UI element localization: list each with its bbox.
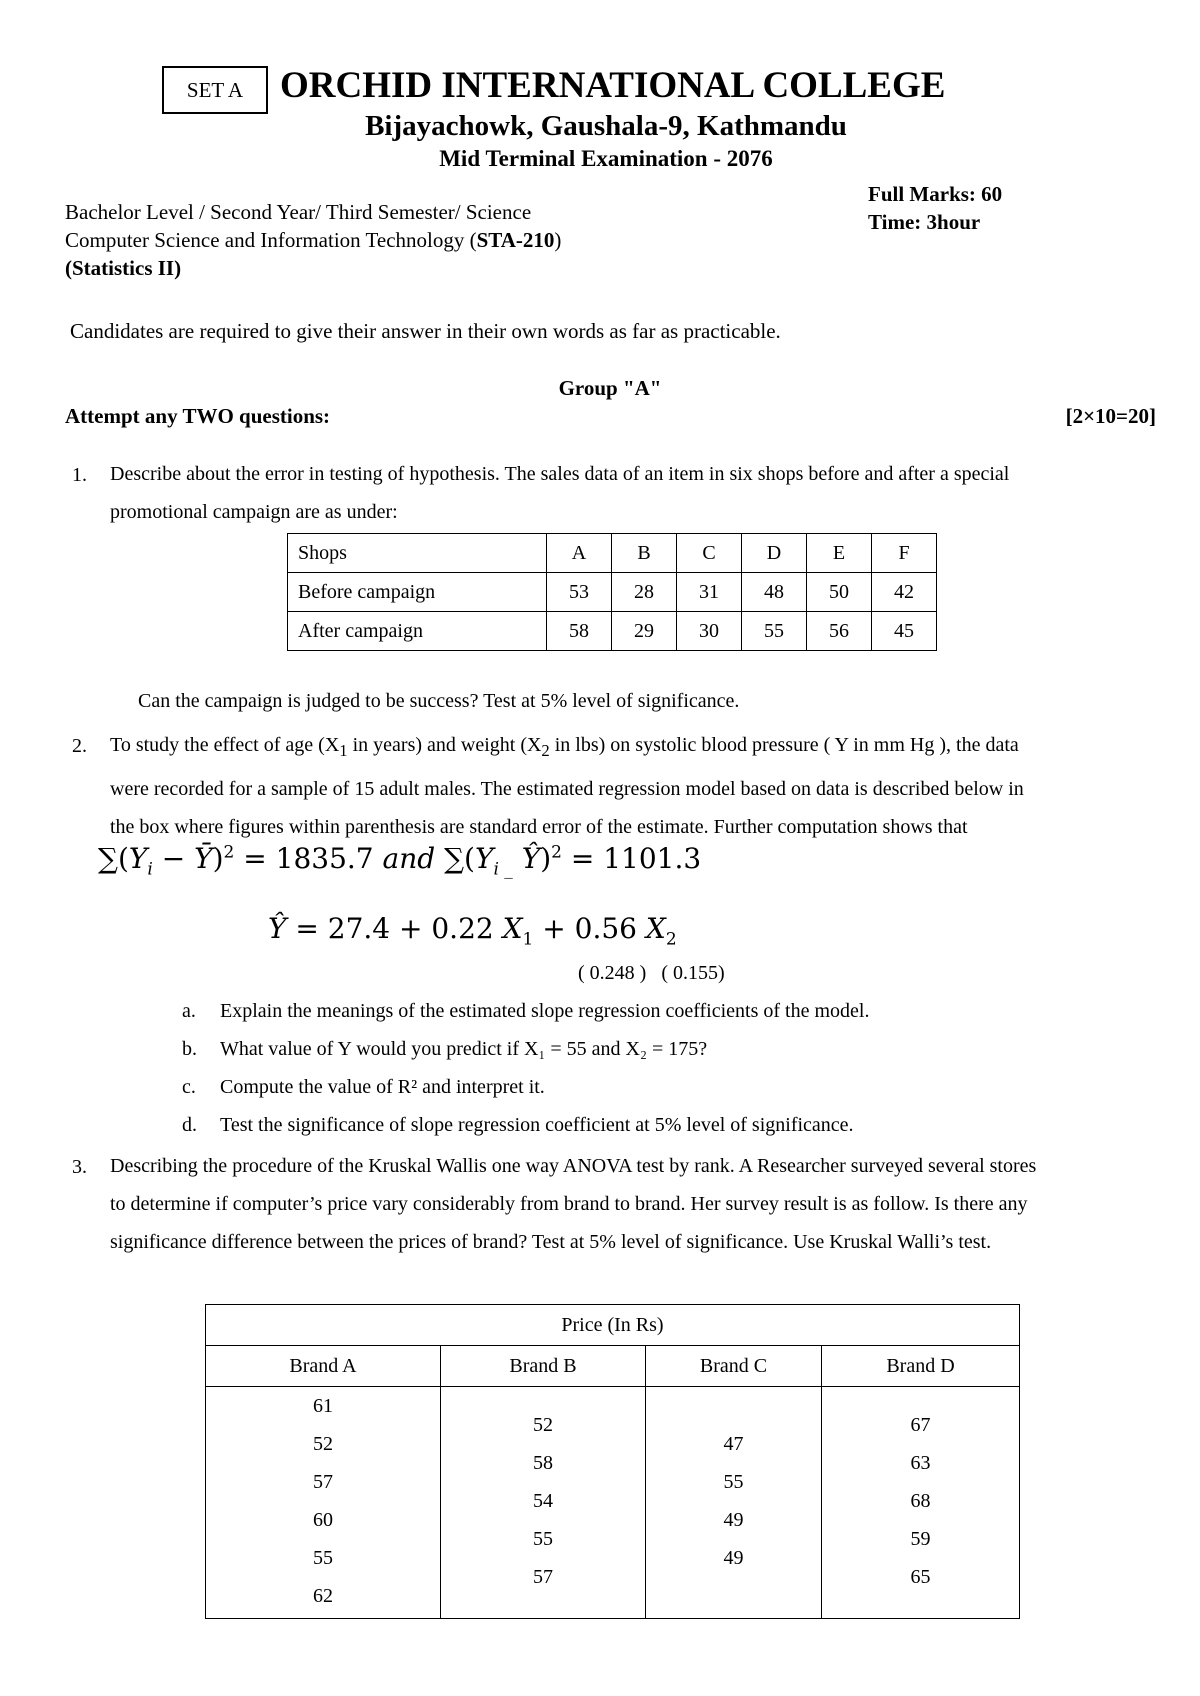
shop-label: E (807, 534, 872, 573)
q2-text (110, 726, 1157, 846)
price-value: 57 (533, 1566, 553, 1588)
q3-line-3: significance difference between the prices of brand? Test at 5% level of significance. Use Kruskal Walli’s test. (110, 1231, 992, 1253)
before-value: 28 (612, 573, 677, 612)
before-value: 42 (872, 573, 937, 612)
table-row (288, 573, 937, 612)
group-marks: [2×10=20] (1065, 404, 1156, 428)
q1-question: Can the campaign is judged to be success? Test at 5% level of significance. (138, 690, 740, 712)
before-value: 48 (742, 573, 807, 612)
row-label: Shops (288, 534, 547, 573)
brand-header: Brand B (441, 1346, 646, 1387)
q1-sales-table (287, 533, 937, 651)
price-value: 62 (313, 1585, 333, 1607)
shop-label: A (547, 534, 612, 573)
price-value: 49 (723, 1509, 744, 1531)
shop-label: D (742, 534, 807, 573)
q1-line-2: promotional campaign are as under: (110, 501, 398, 523)
table-row (206, 1387, 1020, 1619)
full-marks: Full Marks: 60 (868, 182, 1003, 206)
sub-question-text: What value of Y would you predict if X₁ = 55 and X₂ = 175? (220, 1038, 708, 1060)
subject-title: (Statistics II) (65, 256, 182, 280)
after-value: 29 (612, 612, 677, 651)
q1-number: 1. (72, 464, 87, 486)
table-row (288, 612, 937, 651)
price-value: 54 (533, 1490, 553, 1512)
after-value: 45 (872, 612, 937, 651)
table-row (206, 1346, 1020, 1387)
table-row (206, 1305, 1020, 1346)
q3-number: 3. (72, 1156, 87, 1178)
regression-model-equation: Ŷ = 27.4 + 0.22 $X_1 + 0.56$ $X_2$ (268, 912, 677, 950)
price-value: 65 (910, 1566, 931, 1588)
before-value: 50 (807, 573, 872, 612)
price-value: 52 (533, 1414, 553, 1436)
course-code: STA-210 (476, 228, 555, 252)
program-line: Computer Science and Information Technology (STA-210) (65, 228, 562, 252)
price-value: 49 (723, 1547, 744, 1569)
time-allowed: Time: 3hour (868, 210, 981, 234)
sub-question-label: c. (182, 1076, 196, 1098)
standard-errors: ( 0.248 ) ( 0.155) (578, 962, 725, 984)
brand-d-values (822, 1387, 1020, 1619)
q2-line-1: To study the effect of age ($X_1$ in years) and weight ($X_2$ in lbs) on systolic blood pressure ( Y in mm Hg ), the data (110, 734, 1019, 760)
instructions: Candidates are required to give their answer in their own words as far as practicable. (70, 319, 781, 343)
price-value: 61 (313, 1395, 333, 1417)
table-row (288, 534, 937, 573)
price-value: 52 (313, 1433, 333, 1455)
brand-b-values (441, 1387, 646, 1619)
sub-question-text: Explain the meanings of the estimated slope regression coefficients of the model. (220, 1000, 870, 1022)
set-label: SET A (186, 77, 244, 102)
college-name: ORCHID INTERNATIONAL COLLEGE (280, 65, 946, 106)
price-value: 58 (533, 1452, 553, 1474)
brand-a-values (206, 1387, 441, 1619)
price-value: 55 (313, 1547, 333, 1569)
q2-number: 2. (72, 735, 87, 757)
brand-c-values (646, 1387, 822, 1619)
price-value: 55 (723, 1471, 744, 1493)
row-label: After campaign (288, 612, 547, 651)
after-value: 30 (677, 612, 742, 651)
q2-line-3: the box where figures within parenthesis are standard error of the estimate. Further computation shows that (110, 816, 968, 838)
price-value: 63 (910, 1452, 931, 1474)
before-value: 31 (677, 573, 742, 612)
q2-line-2: were recorded for a sample of 15 adult males. The estimated regression model based on data is described below in (110, 778, 1024, 800)
shop-label: C (677, 534, 742, 573)
q3-line-1: Describing the procedure of the Kruskal Wallis one way ANOVA test by rank. A Researcher surveyed several stores (110, 1155, 1037, 1177)
q1-line-1: Describe about the error in testing of hypothesis. The sales data of an item in six shops before and after a special (110, 463, 1010, 485)
after-value: 55 (742, 612, 807, 651)
brand-header: Brand D (822, 1346, 1020, 1387)
group-title: Group "A" (558, 376, 662, 400)
attempt-instruction: Attempt any TWO questions: (65, 404, 331, 428)
sub-question-label: d. (182, 1114, 197, 1136)
q3-text (110, 1147, 1157, 1261)
college-address: Bijayachowk, Gaushala-9, Kathmandu (365, 110, 847, 142)
price-value: 67 (910, 1414, 931, 1436)
brand-header: Brand C (646, 1346, 822, 1387)
price-value: 68 (910, 1490, 931, 1512)
sub-question-label: a. (182, 1000, 196, 1022)
price-value: 57 (313, 1471, 333, 1493)
q3-price-table (205, 1304, 1020, 1619)
q3-line-2: to determine if computer’s price vary considerably from brand to brand. Her survey result is as follow. Is there any (110, 1193, 1028, 1215)
sub-question-label: b. (182, 1038, 197, 1060)
shop-label: B (612, 534, 677, 573)
sum-of-squares-equation: $\sum(Y_i$ − Ȳ)$^2$ = 1835.7 and $\sum(Y_{i \_}$ Ŷ)$^2$ = 1101.3 (98, 842, 702, 880)
after-value: 56 (807, 612, 872, 651)
set-label-box (162, 66, 268, 114)
sub-question-text: Compute the value of R² and interpret it. (220, 1076, 545, 1098)
price-value: 59 (910, 1528, 931, 1550)
before-value: 53 (547, 573, 612, 612)
brand-header: Brand A (206, 1346, 441, 1387)
price-value: 55 (533, 1528, 553, 1550)
exam-title: Mid Terminal Examination - 2076 (439, 146, 773, 171)
row-label: Before campaign (288, 573, 547, 612)
q1-text (110, 455, 1157, 531)
level-line: Bachelor Level / Second Year/ Third Semester/ Science (65, 200, 532, 224)
after-value: 58 (547, 612, 612, 651)
price-value: 60 (313, 1509, 333, 1531)
price-title: Price (In Rs) (206, 1305, 1020, 1346)
shop-label: F (872, 534, 937, 573)
sub-question-text: Test the significance of slope regression coefficient at 5% level of significance. (220, 1114, 854, 1136)
price-value: 47 (723, 1433, 744, 1455)
